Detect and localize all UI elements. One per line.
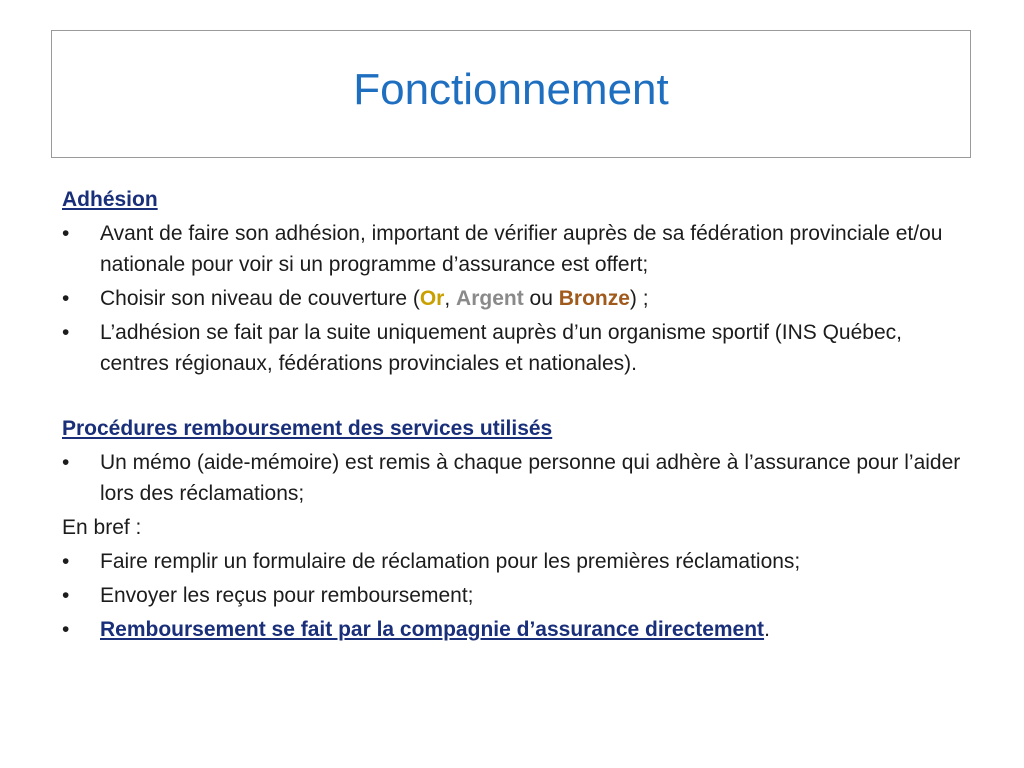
bullet-text: Un mémo (aide-mémoire) est remis à chaque personne qui adhère à l’assurance pour l’aider lors des réclamations; xyxy=(100,451,961,505)
bullet-glyph: • xyxy=(62,451,70,474)
en-bref-label: En bref : xyxy=(62,516,142,539)
coverage-gold: Or xyxy=(419,287,445,310)
bullet-glyph: • xyxy=(62,618,70,641)
bullet-text: Avant de faire son adhésion, important de vérifier auprès de sa fédération provinciale et/ou nationale pour voir si un programme d’assurance est offert; xyxy=(100,222,943,276)
coverage-bronze: Bronze xyxy=(558,287,630,310)
bullet-text: Envoyer les reçus pour remboursement; xyxy=(100,584,474,607)
bullet-item-coverage xyxy=(62,283,972,314)
slide-title: Fonctionnement xyxy=(353,65,669,114)
bullet-item xyxy=(62,317,972,379)
section-heading-adhesion: Adhésion xyxy=(62,188,158,211)
coverage-silver: Argent xyxy=(456,287,524,310)
coverage-prefix: Choisir son niveau de couverture ( xyxy=(100,287,420,310)
bullet-glyph: • xyxy=(62,584,70,607)
bullet-item xyxy=(62,580,972,611)
coverage-sep2: ou xyxy=(523,287,559,310)
bullet-item xyxy=(62,546,972,577)
bullet-glyph: • xyxy=(62,222,70,245)
section-heading-procedures: Procédures remboursement des services utilisés xyxy=(62,417,553,440)
bullet-item xyxy=(62,218,972,280)
spacer xyxy=(62,379,972,413)
bullet-glyph: • xyxy=(62,287,70,310)
bullet-glyph: • xyxy=(62,321,70,344)
reimbursement-text: Remboursement se fait par la compagnie d’assurance directement xyxy=(100,618,765,641)
bullet-text: Faire remplir un formulaire de réclamation pour les premières réclamations; xyxy=(100,550,801,573)
bullet-item-reimbursement xyxy=(62,614,972,645)
coverage-sep1: , xyxy=(444,287,457,310)
slide-content xyxy=(62,184,972,645)
title-box xyxy=(51,30,971,158)
bullet-text: L’adhésion se fait par la suite uniquement auprès d’un organisme sportif (INS Québec, centres régionaux, fédérations provinciales et nationales). xyxy=(100,321,902,375)
bullet-glyph: • xyxy=(62,550,70,573)
reimbursement-suffix: . xyxy=(764,618,770,641)
coverage-suffix: ) ; xyxy=(629,287,649,310)
bullet-item xyxy=(62,447,972,509)
